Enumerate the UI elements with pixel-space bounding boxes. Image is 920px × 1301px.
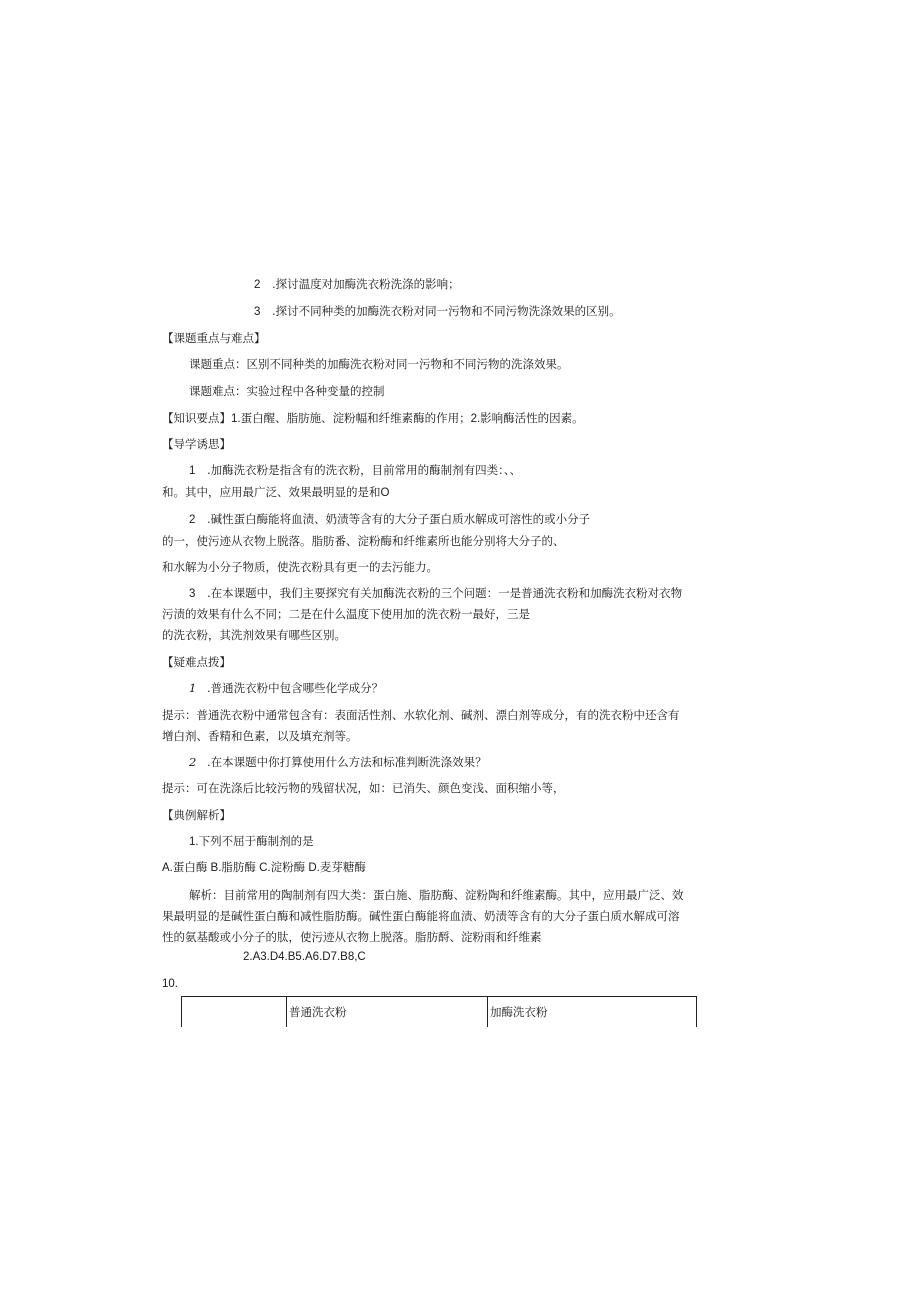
guide-1-text-1: .加酶洗衣粉是指含有的洗衣粉，目前常用的酶制剂有四类：、、 [207,463,522,477]
table-header-enzyme: 加酶洗衣粉 [488,997,697,1028]
focus-heading: 【课题重点与难点】 [162,331,266,345]
guide-2-num: 2 [189,514,196,526]
comparison-table [181,996,697,1027]
table-cell-empty [182,997,287,1028]
guide-1-num: 1 [189,465,196,477]
guide-heading: 【导学诱思】 [162,437,231,451]
guide-3-text-1: .在本课题中，我们主要探究有关加酶洗衣粉的三个问题：一是普通洗衣粉和加酶洗衣粉对衣物 [207,586,683,600]
knowledge-heading: 【知识要点】 [162,411,231,425]
guide-3-line-1 [189,586,682,601]
objective-3-text: .探讨不同种类的加酶洗衣粉对同一污物和不同污物洗涤效果的区别。 [272,304,621,318]
answers-line: 2.A3.D4.B5.A6.D7.B8,C [243,951,366,963]
guide-3-line-2: 污渍的效果有什么不同；二是在什么温度下使用加的洗衣粉一最好，三是 [162,607,530,621]
doubt-answer-1-line-1: 提示：普通洗衣粉中通常包含有：表面活性剂、水软化剂、碱剂、漂白剂等成分，有的洗衣粉中还含有 [162,708,680,722]
doubt-2-text: .在本课题中你打算使用什么方法和标准判断洗涤效果？ [207,755,487,769]
doubt-question-1 [189,681,383,695]
guide-1-line-2: 和。其中，应用最广泛、效果最明显的是和O [162,487,390,499]
doubt-1-num: 1 [189,681,197,695]
knowledge-text: 1.蛋白醒、脂肪施、淀粉幅和纤维素酶的作用；2.影响酶活性的因素。 [231,413,584,425]
question-10-label: 10. [162,978,178,990]
analysis-line-3: 性的氨基酸或小分子的肽，使污迹从衣物上脱落。脂肪酹、淀粉雨和纤维素 [162,930,542,944]
guide-3-line-3: 的洗衣粉，其洗剂效果有哪些区别。 [162,628,346,642]
doubt-answer-2: 提示：可在洗涤后比较污物的残留状况，如：已消失、颜色变浅、面积缩小等， [162,781,565,795]
objective-2-text: .探讨温度对加酶洗衣粉洗涤的影响； [272,277,460,291]
analysis-line-2: 果最明显的是碱性蛋白酶和减性脂肪酶。碱性蛋白酶能将血渍、奶渍等含有的大分子蛋白质水解成可溶 [162,909,680,923]
table-header-regular: 普通洗衣粉 [287,997,488,1028]
doubt-question-2 [189,755,487,769]
doubt-2-num: 2 [189,755,197,769]
guide-1-line-1 [189,463,521,478]
objective-3-num: 3 [254,306,261,318]
objective-3 [254,304,621,319]
example-question: 1.下列不屈于酶制剂的是 [189,836,314,848]
guide-3-num: 3 [189,588,196,600]
knowledge-line [162,411,584,426]
guide-2-line-2: 的一，使污迹从衣物上脱落。脂肪番、淀粉酶和纤维素所也能分别将大分子的、 [162,534,565,548]
example-heading: 【典例解析】 [162,808,231,822]
analysis-line-1: 解析：目前常用的陶制剂有四大类：蛋白施、脂肪酶、淀粉陶和纤维素酶。其中，应用最广泛、效 [189,888,684,902]
guide-2-text-1: .碱性蛋白酶能将血渍、奶渍等含有的大分子蛋白质水解成可溶性的或小分子 [207,512,591,526]
key-point: 课题重点：区别不同种类的加酶洗衣粉对同一污物和不同污物的洗涤效果。 [189,357,569,371]
guide-2-line-1 [189,512,590,527]
difficulty: 课题难点：实验过程中各种变量的控制 [189,384,385,398]
doubt-1-text: .普通洗衣粉中包含哪些化学成分？ [207,681,384,695]
doubts-heading: 【疑难点拨】 [162,655,231,669]
objective-2-num: 2 [254,279,261,291]
guide-2-line-3: 和水解为小分子物质，使洗衣粉具有更一的去污能力。 [162,560,438,574]
example-options: A.蛋白酶 B.脂肪酶 C.淀粉酶 D.麦芽糖酶 [162,862,366,874]
table-row [182,997,697,1028]
doubt-answer-1-line-2: 增白剂、香精和色素，以及填充剂等。 [162,729,358,743]
objective-2 [254,277,460,292]
